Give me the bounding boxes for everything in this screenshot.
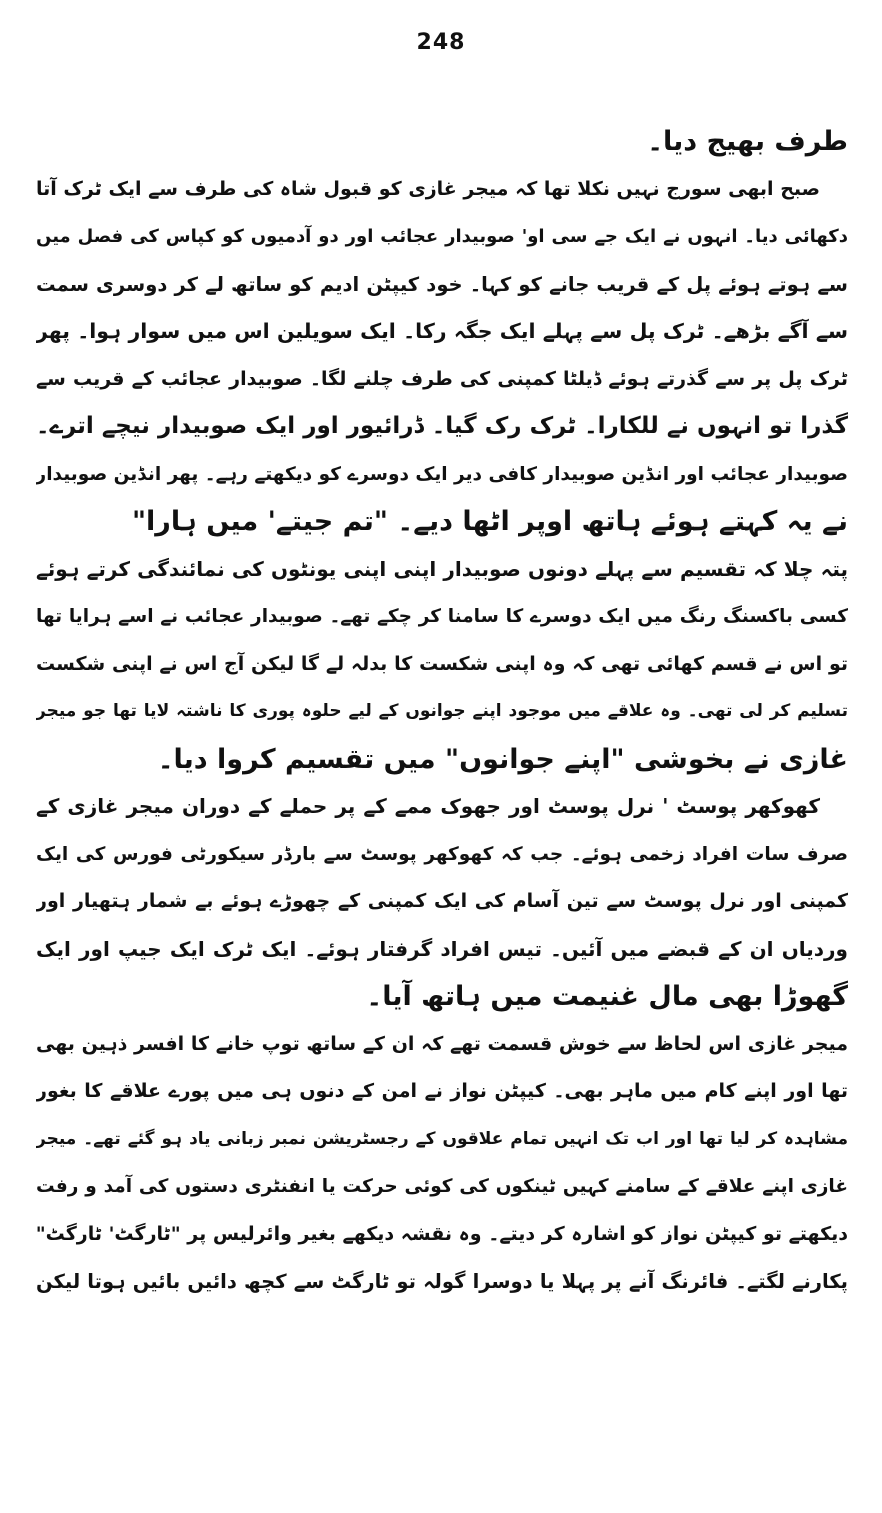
text-line: سے آگے بڑھے۔ ٹرک پل سے پہلے ایک جگہ رکا۔ ایک سویلین اس میں سوار ہوا۔ پھر xyxy=(36,319,848,343)
text-line: طرف بھیج دیا۔ xyxy=(647,126,848,157)
text-line: گھوڑا بھی مال غنیمت میں ہاتھ آیا۔ xyxy=(366,981,848,1012)
page-number: 248 xyxy=(416,30,466,55)
text-line: غازی نے بخوشی "اپنے جوانوں" میں تقسیم کروا دیا۔ xyxy=(157,743,848,775)
text-line: صبح ابھی سورج نہیں نکلا تھا کہ میجر غازی کو قبول شاہ کی طرف سے ایک ٹرک آتا xyxy=(36,177,820,200)
text-line: کھوکھر پوسٹ ' نرل پوسٹ اور جھوک ممے کے پر حملے کے دوران میجر غازی کے xyxy=(36,794,820,818)
text-line: پکارنے لگتے۔ فائرنگ آنے پر پہلا یا دوسرا گولہ تو ٹارگٹ سے کچھ دائیں بائیں ہوتا لیکن xyxy=(36,1270,848,1293)
text-line: صوبیدار عجائب اور انڈین صوبیدار کافی دیر ایک دوسرے کو دیکھتے رہے۔ پھر انڈین صوبیدار xyxy=(36,463,848,485)
text-line: تسلیم کر لی تھی۔ وہ علاقے میں موجود اپنے جوانوں کے لیے حلوہ پوری کا ناشتہ لایا تھا جو میجر xyxy=(36,701,848,721)
text-line: دیکھتے تو کیپٹن نواز کو اشارہ کر دیتے۔ وہ نقشہ دیکھے بغیر وائرلیس پر "ٹارگٹ' ٹارگٹ" xyxy=(36,1222,848,1245)
text-line: گذرا تو انہوں نے للکارا۔ ٹرک رک گیا۔ ڈرائیور اور ایک صوبیدار نیچے اترے۔ xyxy=(36,413,848,439)
body-text xyxy=(36,118,848,1306)
text-line: دکھائی دیا۔ انہوں نے ایک جے سی او' صوبیدار عجائب اور دو آدمیوں کو کپاس کی فصل میں xyxy=(36,226,848,247)
text-line: نے یہ کہتے ہوئے ہاتھ اوپر اٹھا دیے۔ "تم جیتے' میں ہارا" xyxy=(131,506,848,537)
text-line: ٹرک پل پر سے گذرتے ہوئے ڈیلٹا کمپنی کی طرف چلنے لگا۔ صوبیدار عجائب کے قریب سے xyxy=(36,367,848,390)
text-line: تھا اور اپنے کام میں ماہر بھی۔ کیپٹن نواز نے امن کے دنوں ہی میں پورے علاقے کا بغور xyxy=(36,1080,848,1102)
text-line: کسی باکسنگ رنگ میں ایک دوسرے کا سامنا کر چکے تھے۔ صوبیدار عجائب نے اسے ہرایا تھا xyxy=(36,606,848,627)
text-line: میجر غازی اس لحاظ سے خوش قسمت تھے کہ ان کے ساتھ توپ خانے کا افسر ذہین بھی xyxy=(36,1032,848,1055)
text-line: کمپنی اور نرل پوسٹ سے تین آسام کی ایک کمپنی کے چھوڑے ہوئے بے شمار ہتھیار اور xyxy=(36,890,848,912)
text-line: وردیاں ان کے قبضے میں آئیں۔ تیس افراد گرفتار ہوئے۔ ایک ٹرک ایک جیپ اور ایک xyxy=(36,936,848,961)
text-line: تو اس نے قسم کھائی تھی کہ وہ اپنی شکست کا بدلہ لے گا لیکن آج اس نے اپنی شکست xyxy=(36,652,848,675)
text-line: مشاہدہ کر لیا تھا اور اب تک انہیں تمام علاقوں کے رجسٹریشن نمبر زبانی یاد ہو گئے تھے۔ میجر xyxy=(36,1128,848,1149)
text-line: غازی اپنے علاقے کے سامنے کہیں ٹینکوں کی کوئی حرکت یا انفنٹری دستوں کی آمد و رفت xyxy=(36,1176,848,1197)
text-line: صرف سات افراد زخمی ہوئے۔ جب کہ کھوکھر پوسٹ سے بارڈر سیکورٹی فورس کی ایک xyxy=(36,843,848,865)
text-line: پتہ چلا کہ تقسیم سے پہلے دونوں صوبیدار اپنی اپنی یونٹوں کی نمائندگی کرتے ہوئے xyxy=(36,556,848,581)
text-line: سے ہوتے ہوئے پل کے قریب جانے کو کہا۔ خود کیپٹن ادیم کو ساتھ لے کر دوسری سمت xyxy=(36,272,848,296)
